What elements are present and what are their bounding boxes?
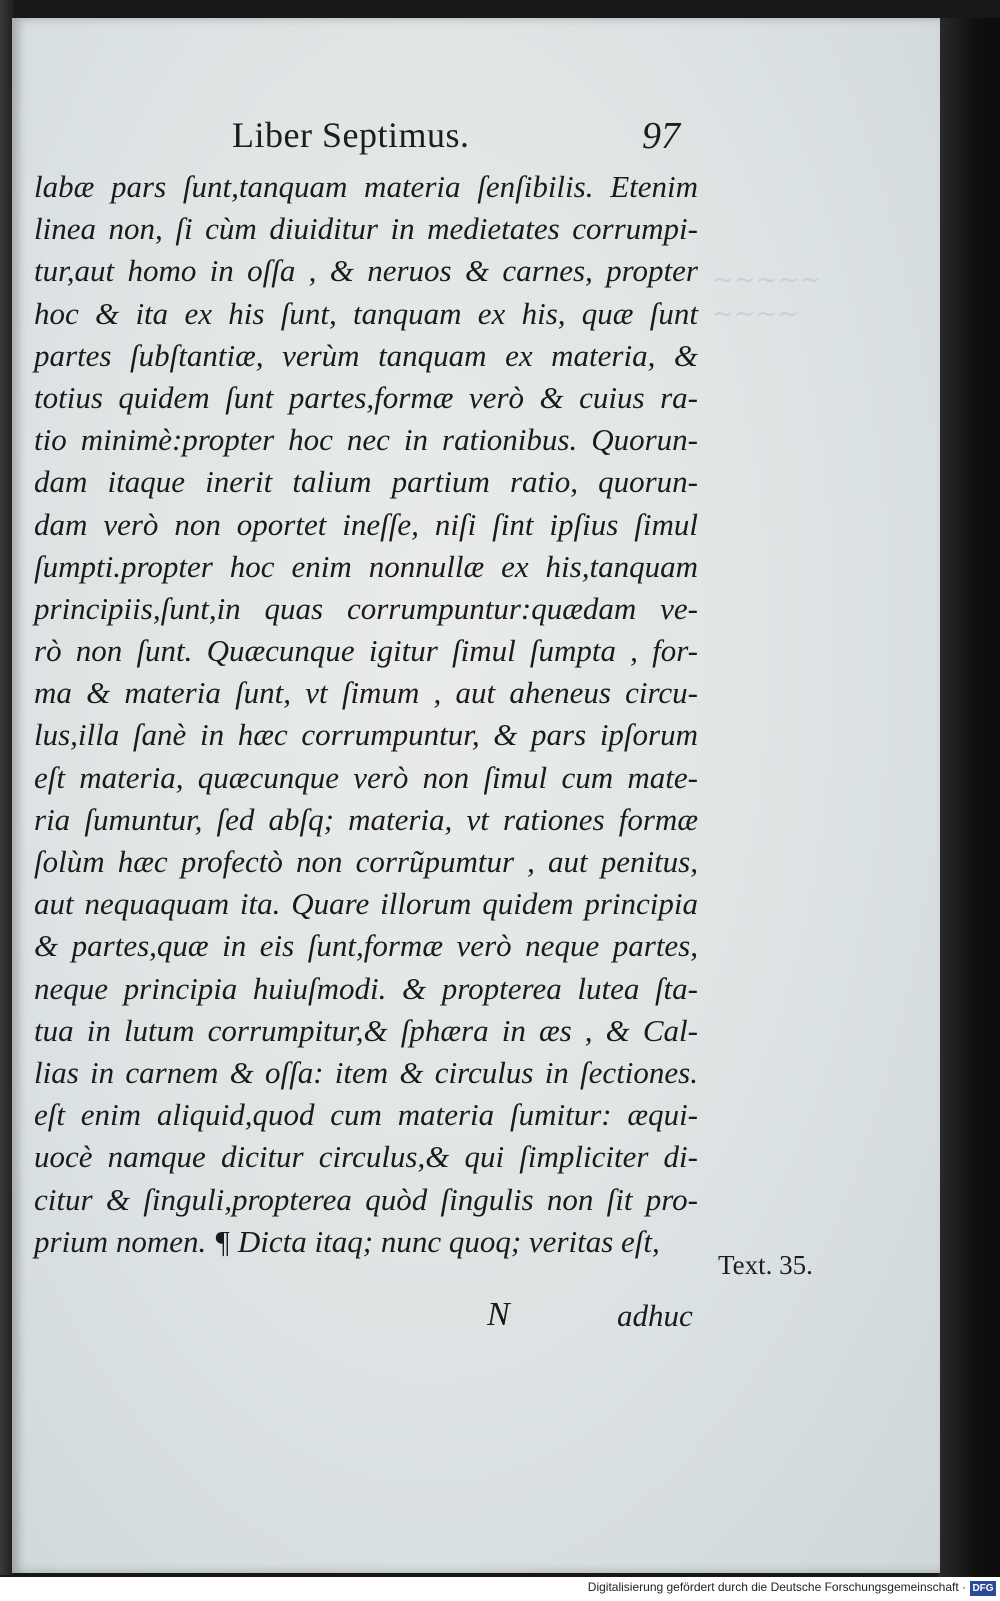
text-line: rò non ſunt. Quæcunque igitur ſimul ſumpta , for- <box>34 633 698 669</box>
text-line: ma & materia ſunt, vt ſimum , aut aheneus circu- <box>34 675 698 711</box>
text-line: ſumpti.propter hoc enim nonnullæ ex his,tanquam <box>34 548 698 584</box>
catchword: adhuc <box>617 1298 693 1333</box>
digitization-footer <box>0 1577 1000 1601</box>
body-text <box>34 166 698 1263</box>
text-line: lias in carnem & oſſa: item & circulus in ſectiones. <box>34 1054 698 1090</box>
dfg-logo-icon: DFG <box>970 1581 996 1596</box>
text-line: uocè namque dicitur circulus,& qui ſimpliciter di- <box>34 1139 698 1175</box>
text-line: eſt enim aliquid,quod cum materia ſumitur: æqui- <box>34 1097 698 1133</box>
text-line: linea non, ſi cùm diuiditur in medietates corrumpi- <box>34 211 698 247</box>
text-line: principiis,ſunt,in quas corrumpuntur:quædam ve- <box>34 590 698 626</box>
text-line: tur,aut homo in oſſa , & neruos & carnes, propter <box>34 253 698 289</box>
text-line: citur & ſinguli,propterea quòd ſingulis non ſit pro- <box>34 1181 698 1217</box>
text-line: neque principia huiuſmodi. & propterea lutea ſta- <box>34 970 698 1006</box>
text-line: prium nomen. ¶ Dicta itaq; nunc quoq; veritas eſt, <box>34 1223 660 1259</box>
page-number: 97 <box>642 115 680 157</box>
running-head: Liber Septimus. <box>232 115 470 155</box>
text-line: aut nequaquam ita. Quare illorum quidem principia <box>34 886 698 922</box>
margin-note: Text. 35. <box>718 1250 813 1280</box>
text-line: dam verò non oportet ineſſe, niſi ſint ipſius ſimul <box>34 506 698 542</box>
show-through-ink: ~~~~~ ~~~~ <box>712 265 821 329</box>
text-line: totius quidem ſunt partes,formæ verò & cuius ra- <box>34 379 698 415</box>
text-line: ſolùm hæc profectò non corrũpumtur , aut penitus, <box>34 844 698 879</box>
text-line: tio minimè:propter hoc nec in rationibus. Quorun- <box>34 422 698 458</box>
text-line: lus,illa ſanè in hæc corrumpuntur, & pars ipſorum <box>34 717 698 753</box>
book-edge <box>938 18 1000 1578</box>
funding-credit: Digitalisierung gefördert durch die Deutsche Forschungsgemeinschaft · <box>587 1580 966 1594</box>
text-line: ria ſumuntur, ſed abſq; materia, vt rationes formæ <box>34 801 698 837</box>
book-page <box>12 18 940 1573</box>
text-line: partes ſubſtantiæ, verùm tanquam ex materia, & <box>34 337 698 373</box>
signature-mark: N <box>487 1296 510 1333</box>
text-line: dam itaque inerit talium partium ratio, quorun- <box>34 464 698 500</box>
text-line: hoc & ita ex his ſunt, tanquam ex his, quæ ſunt <box>34 295 698 331</box>
text-line: & partes,quæ in eis ſunt,formæ verò neque partes, <box>34 928 698 964</box>
text-line: labæ pars ſunt,tanquam materia ſenſibilis. Etenim <box>34 169 698 204</box>
text-line: tua in lutum corrumpitur,& ſphæra in æs , & Cal- <box>34 1012 698 1048</box>
text-line: eſt materia, quæcunque verò non ſimul cum mate- <box>34 759 698 795</box>
page-header <box>12 114 940 164</box>
